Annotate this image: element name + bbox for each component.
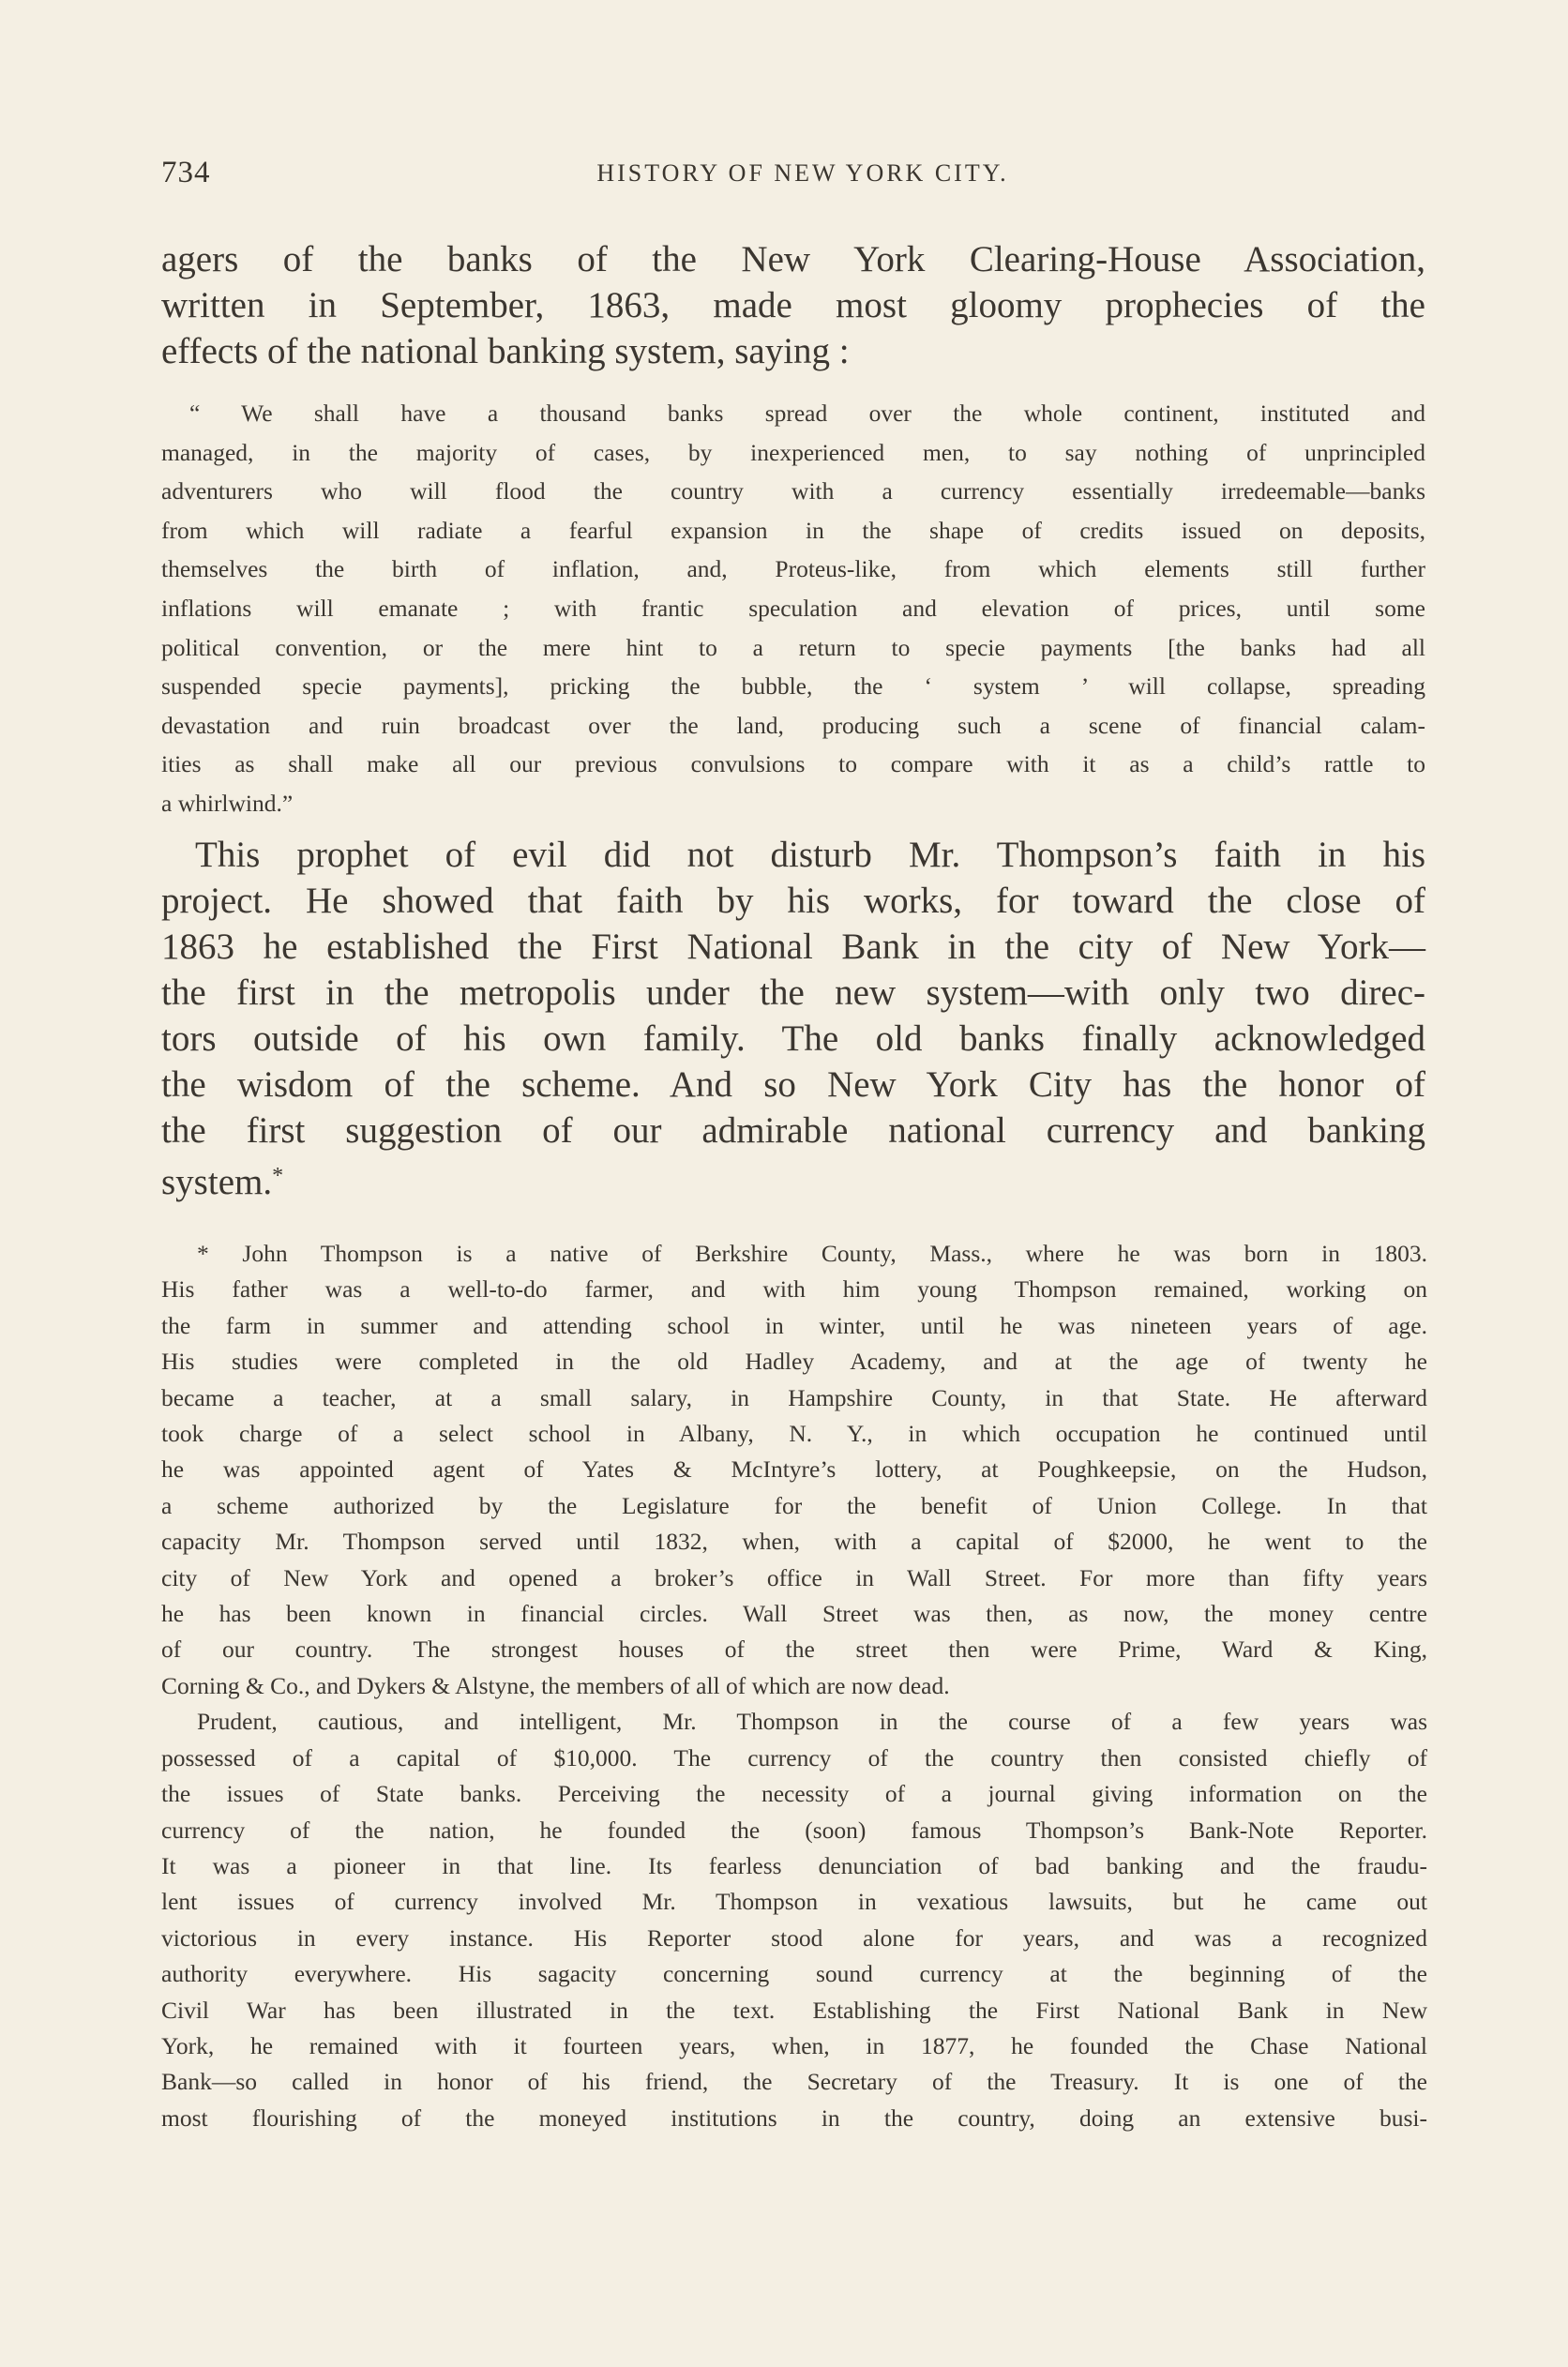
paragraph-line: the wisdom of the scheme. And so New York City has the honor of xyxy=(161,1064,1425,1105)
footnote-line: the issues of State banks. Perceiving the necessity of a journal giving information on the xyxy=(161,1780,1427,1808)
footnote-line: he was appointed agent of Yates & McIntyre’s lottery, at Poughkeepsie, on the Hudson, xyxy=(161,1455,1427,1484)
quote-line: suspended specie payments], pricking the bubble, the ‘ system ’ will collapse, spreading xyxy=(161,672,1425,701)
quote-line: “ We shall have a thousand banks spread over the whole continent, instituted and xyxy=(189,400,1425,427)
quote-line: managed, in the majority of cases, by inexperienced men, to say nothing of unprincipled xyxy=(161,438,1425,466)
footnote-line: His studies were completed in the old Hadley Academy, and at the age of twenty he xyxy=(161,1348,1427,1376)
paragraph-line: project. He showed that faith by his works, for toward the close of xyxy=(161,881,1425,921)
main-paragraph xyxy=(161,832,1425,1205)
footnote-line: city of New York and opened a broker’s office in Wall Street. For more than fifty years xyxy=(161,1563,1427,1591)
intro-line: agers of the banks of the New York Clearing-House Association, xyxy=(161,239,1425,279)
quote-line: from which will radiate a fearful expansion in the shape of credits issued on deposits, xyxy=(161,516,1425,544)
footnote-line: he has been known in financial circles. Wall Street was then, as now, the money centre xyxy=(161,1600,1427,1628)
footnote-line: victorious in every instance. His Reporter stood alone for years, and was a recognized xyxy=(161,1923,1427,1952)
footnote-line: Corning & Co., and Dykers & Alstyne, the members of all of which are now dead. xyxy=(161,1671,950,1699)
quote-line: themselves the birth of inflation, and, Proteus-like, from which elements still further xyxy=(161,555,1425,583)
paragraph-line-last xyxy=(161,1153,1425,1205)
quote-line: adventurers who will flood the country with a currency essentially irredeemable—banks xyxy=(161,477,1425,505)
quote-line: ities as shall make all our previous convulsions to compare with it as a child’s rattle to xyxy=(161,750,1425,778)
footnote-line: a scheme authorized by the Legislature for the benefit of Union College. In that xyxy=(161,1491,1427,1519)
quote-line: political convention, or the mere hint to a return to specie payments [the banks had all xyxy=(161,633,1425,661)
footnote-line: Bank—so called in honor of his friend, the Secretary of the Treasury. It is one of the xyxy=(161,2068,1427,2096)
running-title: HISTORY OF NEW YORK CITY. xyxy=(596,159,1009,187)
footnote-marker: * xyxy=(272,1164,284,1188)
footnote-line: lent issues of currency involved Mr. Thompson in vexatious lawsuits, but he came out xyxy=(161,1888,1427,1916)
block-quote xyxy=(161,394,1425,823)
footnote-line: It was a pioneer in that line. Its fearless denunciation of bad banking and the fraudu- xyxy=(161,1851,1427,1879)
footnote-line: possessed of a capital of $10,000. The currency of the country then consisted chiefly of xyxy=(161,1743,1427,1771)
footnote-line: His father was a well-to-do farmer, and with him young Thompson remained, working on xyxy=(161,1275,1427,1304)
footnote-line: Prudent, cautious, and intelligent, Mr. Thompson in the course of a few years was xyxy=(197,1708,1427,1736)
paragraph-line: the first in the metropolis under the new system—with only two direc- xyxy=(161,972,1425,1013)
footnote-line: of our country. The strongest houses of the street then were Prime, Ward & King, xyxy=(161,1636,1427,1664)
intro-line: effects of the national banking system, saying : xyxy=(161,331,850,371)
footnote-line: York, he remained with it fourteen years, when, in 1877, he founded the Chase National xyxy=(161,2031,1427,2059)
paragraph-line: system. xyxy=(161,1162,273,1202)
paragraph-line: This prophet of evil did not disturb Mr. Thompson’s faith in his xyxy=(195,835,1425,875)
page-number: 734 xyxy=(161,156,211,189)
quote-line: a whirlwind.” xyxy=(161,789,294,817)
paragraph-line: 1863 he established the First National Bank in the city of New York— xyxy=(161,927,1425,967)
footnote-line: took charge of a select school in Albany, N. Y., in which occupation he continued until xyxy=(161,1420,1427,1448)
footnote-line: currency of the nation, he founded the (soon) famous Thompson’s Bank-Note Reporter. xyxy=(161,1816,1427,1844)
footnote-line: Civil War has been illustrated in the text. Establishing the First National Bank in New xyxy=(161,1996,1427,2024)
footnote-line: authority everywhere. His sagacity concerning sound currency at the beginning of the xyxy=(161,1960,1427,1988)
intro-line: written in September, 1863, made most gloomy prophecies of the xyxy=(161,285,1425,325)
footnote-line: most flourishing of the moneyed institutions in the country, doing an extensive busi- xyxy=(161,2103,1427,2132)
paragraph-line: tors outside of his own family. The old banks finally acknowledged xyxy=(161,1018,1425,1059)
quote-line: devastation and ruin broadcast over the land, producing such a scene of financial calam- xyxy=(161,711,1425,739)
footnote-line: the farm in summer and attending school in winter, until he was nineteen years of age. xyxy=(161,1311,1427,1339)
footnote-line: capacity Mr. Thompson served until 1832, when, with a capital of $2000, he went to the xyxy=(161,1528,1427,1556)
paragraph-line: the first suggestion of our admirable national currency and banking xyxy=(161,1110,1425,1151)
intro-paragraph xyxy=(161,236,1425,374)
footnote xyxy=(161,1236,1427,2136)
quote-line: inflations will emanate ; with frantic speculation and elevation of prices, until some xyxy=(161,594,1425,622)
footnote-line: became a teacher, at a small salary, in Hampshire County, in that State. He afterward xyxy=(161,1383,1427,1411)
footnote-line: * John Thompson is a native of Berkshire County, Mass., where he was born in 1803. xyxy=(197,1240,1427,1267)
page-header xyxy=(161,150,1444,197)
